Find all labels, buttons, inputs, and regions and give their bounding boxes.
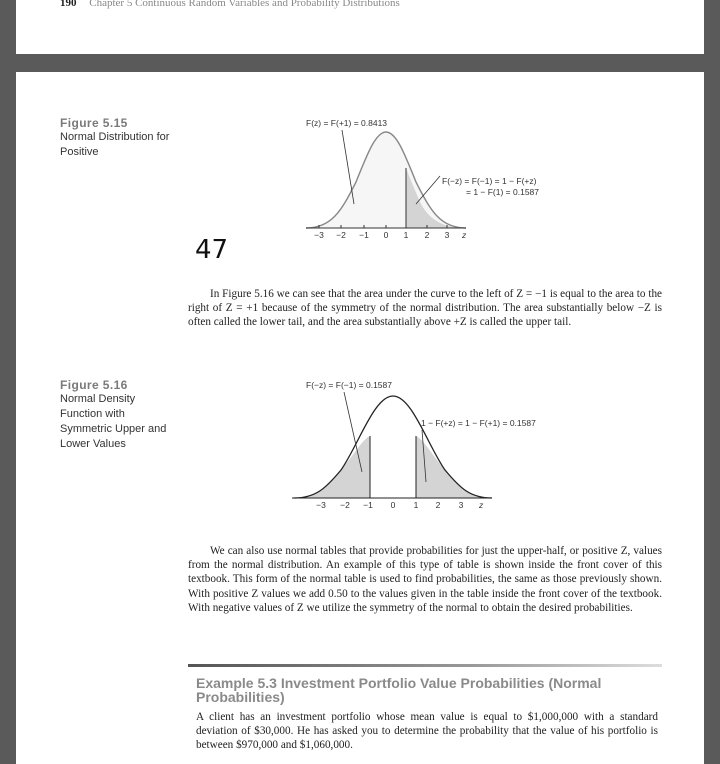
tick-label: −1 (359, 230, 369, 240)
annotation-left: F(−z) = F(−1) = 0.1587 (306, 380, 392, 390)
tick-label: 2 (424, 230, 430, 240)
annotation-leader-left (342, 130, 354, 204)
example-title: Example 5.3 Investment Portfolio Value Probabilities (Normal Probabilities) (196, 675, 602, 705)
paragraph-symmetry (188, 287, 662, 330)
tick-label: 3 (458, 500, 464, 510)
tick-label: −3 (316, 500, 326, 510)
example-divider (188, 664, 662, 667)
axis-variable: z (462, 230, 467, 240)
right-tail-shaded (416, 436, 492, 498)
paragraph-text: In Figure 5.16 we can see that the area under the curve to the left of Z = −1 is equal to the area to the right of Z = +1 because of the symmetry of the normal distribution. The area substantially below −Z is often called the lower tail, and the area substantially above +Z is called the upper tail. (188, 288, 662, 329)
tick-label: 2 (435, 500, 441, 510)
annotation-left: F(z) = F(+1) = 0.8413 (306, 118, 388, 128)
chapter-title: Chapter 5 Continuous Random Variables and Probability Distributions (89, 0, 400, 9)
figure-number: Figure 5.15 (60, 116, 128, 130)
tick-label: −3 (314, 230, 324, 240)
tick-label: −1 (363, 500, 373, 510)
tick-label: −2 (336, 230, 346, 240)
figure-5-16-normal-curve (286, 376, 596, 512)
tick-label: 1 (413, 500, 419, 510)
normal-curve (294, 396, 492, 498)
figure-caption: Normal Density Function with Symmetric Upper and Lower Values (60, 393, 167, 450)
tick-label: 1 (403, 230, 409, 240)
tick-label: 0 (390, 500, 396, 510)
figure-5-16-label (60, 378, 172, 452)
annotation-right-line1: F(−z) = F(−1) = 1 − F(+z) (442, 176, 537, 186)
page-number: 190 (60, 0, 77, 9)
tick-label: 0 (383, 230, 389, 240)
paragraph-normal-tables (188, 544, 662, 615)
example-body: A client has an investment portfolio whose mean value is equal to $1,000,000 with a standard deviation of $30,000. He has asked you to determine the probability that the value of his portfolio is between $970,000 and $1,060,000. (196, 711, 658, 752)
figure-number: Figure 5.16 (60, 378, 128, 392)
paragraph-text: We can also use normal tables that provide probabilities for just the upper-half, or positive Z, values from the normal distribution. An example of this type of table is shown inside the front cover of this textbook. This form of the normal table is used to find probabilities, the same as those previously shown. With positive Z values we add 0.50 to the values given in the table inside the front cover of the textbook. With negative values of Z we utilize the symmetry of the normal to obtain the desired probabilities. (188, 545, 662, 614)
textbook-page (16, 72, 704, 764)
annotation-right: 1 − F(+z) = 1 − F(+1) = 0.1587 (421, 418, 536, 428)
figure-5-15-label (60, 116, 180, 160)
figure-caption: Normal Distribution for Positive (60, 131, 170, 158)
tick-label: −2 (340, 500, 350, 510)
figure-5-15-normal-curve (286, 112, 586, 242)
annotation-right-line2: = 1 − F(1) = 0.1587 (466, 187, 540, 197)
tick-label: 3 (444, 230, 450, 240)
axis-variable: z (479, 500, 484, 510)
left-tail-shaded (294, 436, 370, 498)
previous-page-strip (16, 0, 704, 54)
running-head (60, 0, 400, 9)
handwritten-note: 47 (195, 235, 229, 265)
